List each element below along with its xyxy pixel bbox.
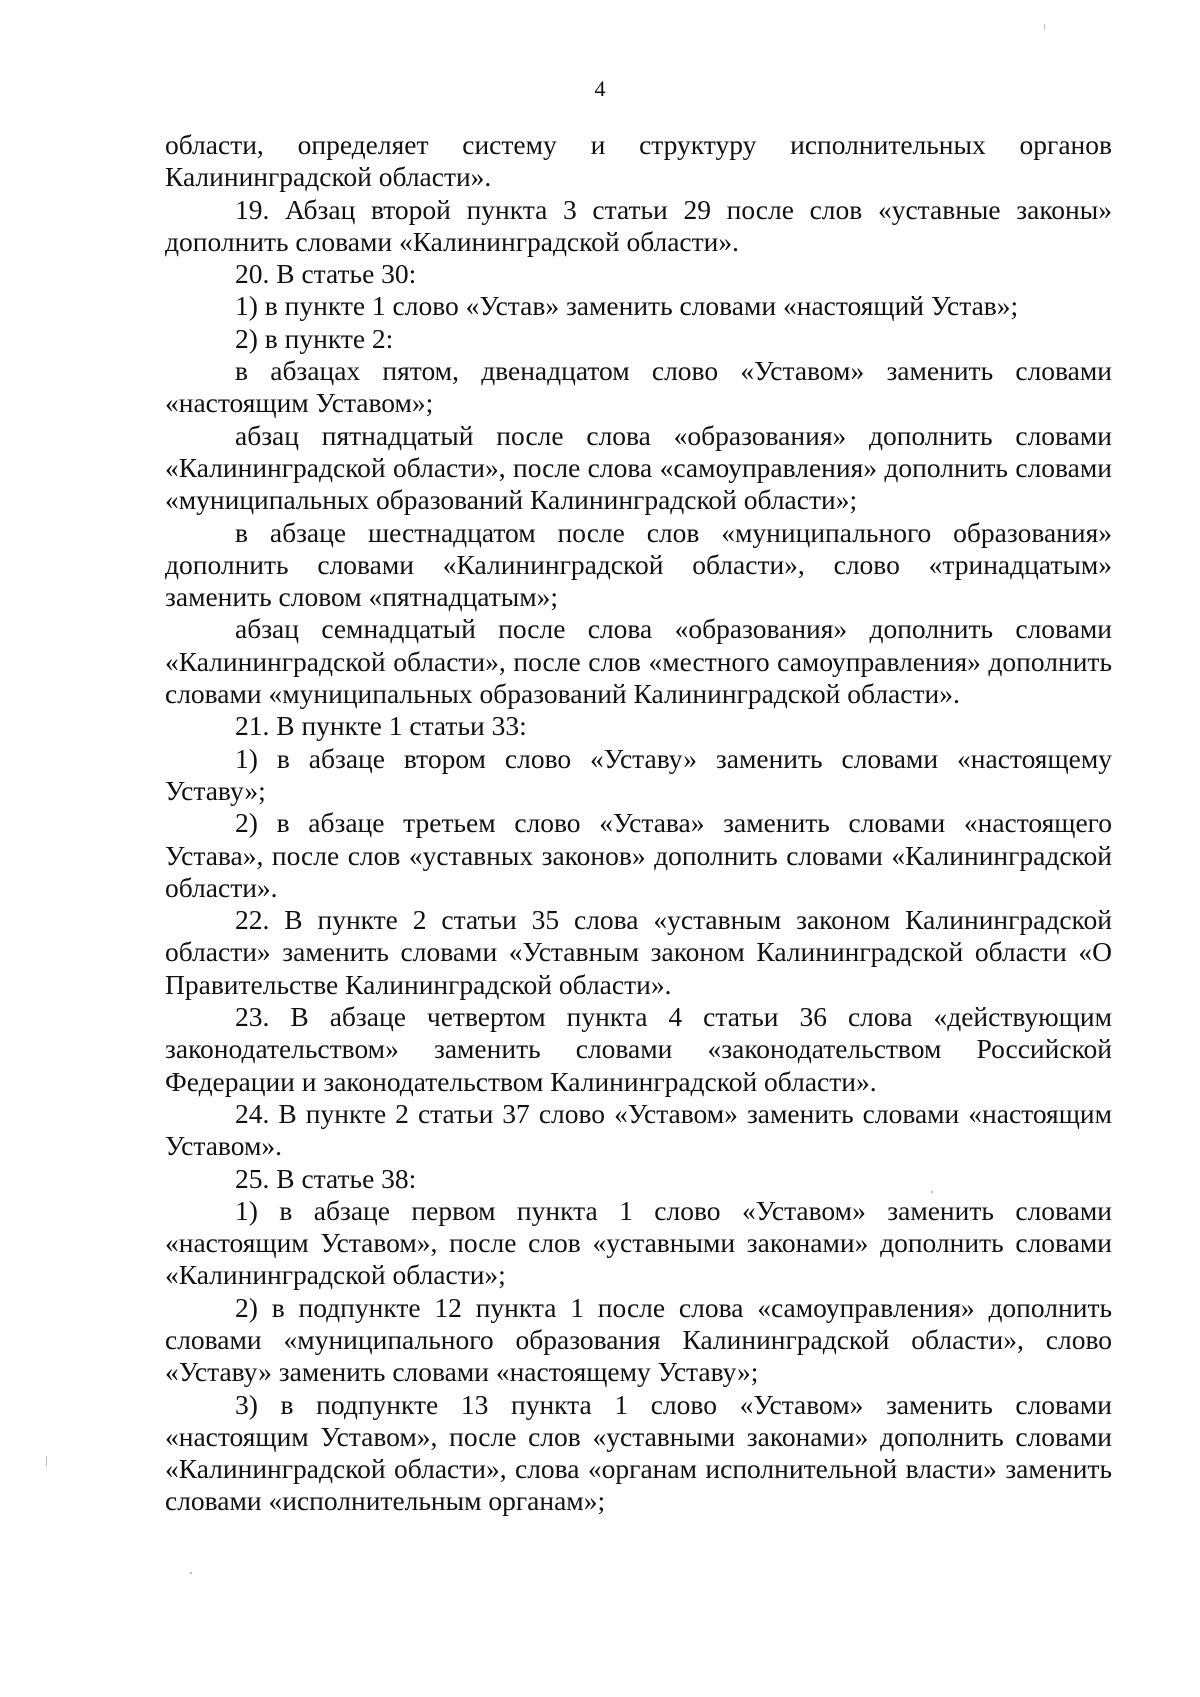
scan-speck <box>46 1456 47 1466</box>
paragraph-item-20-1: 1) в пункте 1 слово «Устав» заменить словами «настоящий Устав»; <box>235 290 1019 322</box>
paragraph-item-20: 20. В статье 30: <box>235 258 417 290</box>
paragraph-item-19: 19. Абзац второй пункта 3 статьи 29 после слов «уставные законы» дополнить словами «Калининградской области». <box>165 193 1112 257</box>
paragraph-item-25-2: 2) в подпункте 12 пункта 1 после слова «самоуправления» дополнить словами «муниципального образования Калининградской области», слово «Уставу» заменить словами «настоящему Уставу»; <box>165 1291 1112 1388</box>
scan-speck <box>1044 24 1045 30</box>
paragraph-item-23: 23. В абзаце четвертом пункта 4 статьи 36 слова «действующим законодательством» заменить словами «законодательством Российской Федерации и законодательством Калининградской области». <box>165 1001 1112 1097</box>
paragraph-item-25: 25. В статье 38: <box>235 1162 417 1194</box>
paragraph-item-20-2-a: в абзацах пятом, двенадцатом слово «Уставом» заменить словами «настоящим Уставом»; <box>165 355 1112 419</box>
paragraph-item-20-2: 2) в пункте 2: <box>235 322 394 354</box>
paragraph-item-20-2-b: абзац пятнадцатый после слова «образования» дополнить словами «Калининградской области», после слова «самоуправления» дополнить словами «муниципальных образований Калининградской области»; <box>165 419 1112 516</box>
scan-speck <box>931 1191 933 1193</box>
paragraph-continuation: области, определяет систему и структуру исполнительных органов Калининградской области». <box>165 129 1112 193</box>
paragraph-item-24: 24. В пункте 2 статьи 37 слово «Уставом» заменить словами «настоящим Уставом». <box>165 1097 1112 1162</box>
paragraph-item-20-2-c: в абзаце шестнадцатом после слов «муниципального образования» дополнить словами «Калининградской области», слово «тринадцатым» заменить словом «пятнадцатым»; <box>165 516 1112 613</box>
scan-speck <box>190 1572 192 1574</box>
paragraph-item-21-1: 1) в абзаце втором слово «Уставу» заменить словами «настоящему Уставу»; <box>165 742 1112 806</box>
paragraph-item-21-2: 2) в абзаце третьем слово «Устава» заменить словами «настоящего Устава», после слов «уставных законов» дополнить словами «Калининградской области». <box>165 807 1112 903</box>
paragraph-item-21: 21. В пункте 1 статьи 33: <box>235 710 527 742</box>
paragraph-item-25-1: 1) в абзаце первом пункта 1 слово «Уставом» заменить словами «настоящим Уставом», после слов «уставными законами» дополнить словами «Калининградской области»; <box>165 1194 1112 1291</box>
document-body <box>165 129 1112 1518</box>
paragraph-item-22: 22. В пункте 2 статьи 35 слова «уставным законом Калининградской области» заменить словами «Уставным законом Калининградской области «О Правительстве Калининградской области». <box>165 904 1112 1000</box>
paragraph-item-20-2-d: абзац семнадцатый после слова «образования» дополнить словами «Калининградской области», после слов «местного самоуправления» дополнить словами «муниципальных образований Калининградской области». <box>165 613 1112 710</box>
page-number: 4 <box>594 76 606 101</box>
paragraph-item-25-3: 3) в подпункте 13 пункта 1 слово «Уставом» заменить словами «настоящим Уставом», после слов «уставными законами» дополнить словами «Калининградской области», слова «органам исполнительной власти» заменить словами «исполнительным органам»; <box>165 1388 1112 1517</box>
